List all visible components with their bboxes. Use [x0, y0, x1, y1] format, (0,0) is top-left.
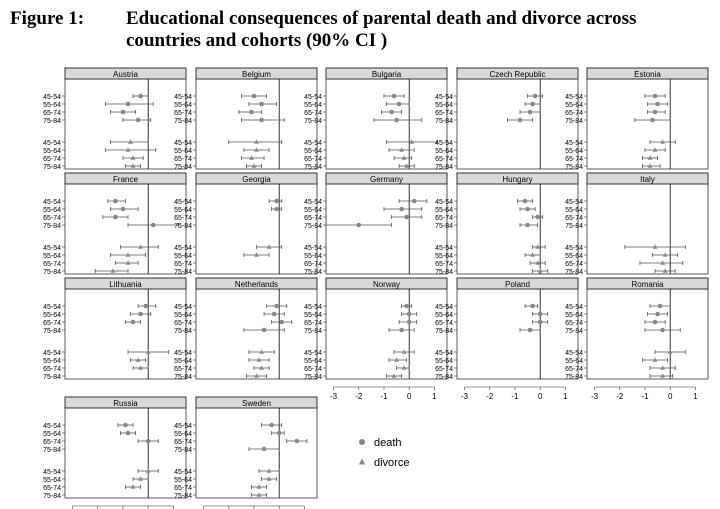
x-tick-label: 1: [432, 392, 437, 401]
panel-frame-lithuania: [65, 289, 186, 379]
legend-death-label: death: [374, 437, 402, 449]
death-marker: [653, 320, 658, 325]
legend-death-marker: [359, 439, 365, 445]
cohort-label-divorce-65-74: 65-74: [43, 156, 61, 163]
panel-title-norway: Norway: [372, 280, 401, 289]
cohort-label-death-45-54: 45-54: [43, 423, 61, 430]
death-marker: [143, 304, 148, 309]
cohort-label-divorce-75-84: 75-84: [174, 374, 192, 381]
cohort-label-divorce-55-64: 55-64: [565, 253, 583, 260]
cohort-label-divorce-65-74: 65-74: [435, 366, 453, 373]
death-marker: [655, 312, 660, 317]
divorce-marker: [131, 484, 136, 488]
panel-frame-france: [65, 184, 186, 274]
cohort-label-divorce-45-54: 45-54: [174, 350, 192, 357]
cohort-label-divorce-55-64: 55-64: [565, 358, 583, 365]
cohort-label-death-65-74: 65-74: [43, 320, 61, 327]
cohort-label-divorce-75-84: 75-84: [435, 374, 453, 381]
cohort-label-death-75-84: 75-84: [304, 328, 322, 335]
panel-frame-netherlands: [196, 289, 317, 379]
death-marker: [650, 118, 655, 123]
death-marker: [404, 304, 409, 309]
cohort-label-divorce-45-54: 45-54: [43, 469, 61, 476]
divorce-marker: [146, 468, 151, 472]
death-marker: [136, 118, 141, 123]
cohort-label-divorce-55-64: 55-64: [304, 148, 322, 155]
cohort-label-death-45-54: 45-54: [565, 304, 583, 311]
cohort-label-divorce-75-84: 75-84: [304, 269, 322, 276]
death-marker: [272, 312, 277, 317]
panel-frame-bulgaria: [326, 79, 447, 169]
divorce-marker: [146, 349, 151, 353]
cohort-label-divorce-65-74: 65-74: [304, 156, 322, 163]
cohort-label-death-45-54: 45-54: [174, 304, 192, 311]
cohort-label-divorce-55-64: 55-64: [304, 358, 322, 365]
divorce-marker: [110, 268, 115, 272]
death-marker: [528, 110, 533, 115]
cohort-label-divorce-65-74: 65-74: [174, 485, 192, 492]
cohort-label-death-65-74: 65-74: [435, 215, 453, 222]
cohort-label-divorce-45-54: 45-54: [174, 140, 192, 147]
cohort-label-death-75-84: 75-84: [565, 118, 583, 125]
divorce-marker: [254, 252, 259, 256]
cohort-label-divorce-75-84: 75-84: [174, 493, 192, 500]
cohort-label-divorce-55-64: 55-64: [43, 358, 61, 365]
panel-title-georgia: Georgia: [242, 175, 271, 184]
divorce-marker: [392, 373, 397, 377]
divorce-marker: [254, 373, 259, 377]
cohort-label-death-45-54: 45-54: [435, 304, 453, 311]
cohort-label-death-55-64: 55-64: [174, 102, 192, 109]
figure-title: Educational consequences of parental death and divorce across countries and cohorts (90% CI ): [126, 8, 637, 51]
cohort-label-death-65-74: 65-74: [43, 439, 61, 446]
cohort-label-divorce-45-54: 45-54: [43, 245, 61, 252]
cohort-label-death-65-74: 65-74: [435, 110, 453, 117]
cohort-label-divorce-45-54: 45-54: [435, 350, 453, 357]
death-marker: [533, 94, 538, 99]
cohort-label-death-65-74: 65-74: [565, 320, 583, 327]
cohort-label-divorce-75-84: 75-84: [174, 269, 192, 276]
cohort-label-death-45-54: 45-54: [565, 94, 583, 101]
cohort-label-divorce-55-64: 55-64: [304, 253, 322, 260]
death-marker: [392, 94, 397, 99]
cohort-label-divorce-75-84: 75-84: [43, 374, 61, 381]
divorce-marker: [653, 357, 658, 361]
cohort-label-divorce-75-84: 75-84: [565, 164, 583, 171]
divorce-marker: [402, 365, 407, 369]
cohort-label-death-45-54: 45-54: [43, 94, 61, 101]
cohort-label-death-65-74: 65-74: [174, 320, 192, 327]
cohort-label-death-75-84: 75-84: [435, 223, 453, 230]
panel-frame-belgium: [196, 79, 317, 169]
cohort-label-death-45-54: 45-54: [435, 199, 453, 206]
cohort-label-death-65-74: 65-74: [435, 320, 453, 327]
x-tick-label: -3: [461, 392, 469, 401]
cohort-label-death-65-74: 65-74: [174, 215, 192, 222]
cohort-label-divorce-65-74: 65-74: [565, 156, 583, 163]
death-marker: [262, 328, 267, 333]
cohort-label-death-55-64: 55-64: [43, 102, 61, 109]
cohort-label-death-65-74: 65-74: [304, 320, 322, 327]
death-marker: [138, 94, 143, 99]
death-marker: [528, 328, 533, 333]
x-tick-label: 0: [406, 392, 412, 401]
panel-title-bulgaria: Bulgaria: [371, 70, 402, 79]
cohort-label-divorce-55-64: 55-64: [435, 358, 453, 365]
cohort-label-death-75-84: 75-84: [174, 118, 192, 125]
cohort-label-divorce-45-54: 45-54: [565, 140, 583, 147]
death-marker: [523, 199, 528, 204]
panel-title-france: France: [113, 175, 138, 184]
divorce-marker: [394, 357, 399, 361]
cohort-label-divorce-65-74: 65-74: [304, 366, 322, 373]
cohort-label-death-75-84: 75-84: [304, 223, 322, 230]
death-marker: [259, 102, 264, 107]
divorce-marker: [259, 365, 264, 369]
death-marker: [389, 110, 394, 115]
panel-frame-austria: [65, 79, 186, 169]
cohort-label-divorce-55-64: 55-64: [174, 477, 192, 484]
cohort-label-death-75-84: 75-84: [565, 328, 583, 335]
divorce-marker: [663, 252, 668, 256]
cohort-label-death-75-84: 75-84: [304, 118, 322, 125]
divorce-marker: [535, 260, 540, 264]
cohort-label-death-75-84: 75-84: [43, 447, 61, 454]
cohort-label-divorce-45-54: 45-54: [43, 140, 61, 147]
death-marker: [121, 207, 126, 212]
divorce-marker: [267, 476, 272, 480]
panel-title-netherlands: Netherlands: [234, 280, 279, 289]
cohort-label-death-75-84: 75-84: [565, 223, 583, 230]
x-tick-label: 1: [563, 392, 568, 401]
cohort-label-death-55-64: 55-64: [304, 312, 322, 319]
death-marker: [399, 328, 404, 333]
x-tick-label: -2: [355, 392, 363, 401]
death-marker: [252, 94, 257, 99]
x-tick-label: -2: [486, 392, 494, 401]
cohort-label-death-55-64: 55-64: [43, 207, 61, 214]
cohort-label-death-65-74: 65-74: [304, 110, 322, 117]
panel-frame-norway: [326, 289, 447, 379]
death-marker: [407, 312, 412, 317]
death-marker: [538, 320, 543, 325]
cohort-label-death-55-64: 55-64: [435, 207, 453, 214]
death-marker: [530, 304, 535, 309]
death-marker: [277, 431, 282, 436]
death-marker: [126, 102, 131, 107]
death-marker: [269, 423, 274, 428]
cohort-label-divorce-65-74: 65-74: [304, 261, 322, 268]
cohort-label-death-55-64: 55-64: [435, 102, 453, 109]
cohort-label-death-45-54: 45-54: [174, 199, 192, 206]
divorce-marker: [663, 268, 668, 272]
death-marker: [138, 312, 143, 317]
cohort-label-death-55-64: 55-64: [565, 207, 583, 214]
cohort-label-death-75-84: 75-84: [174, 447, 192, 454]
cohort-label-divorce-65-74: 65-74: [565, 366, 583, 373]
cohort-label-divorce-55-64: 55-64: [43, 148, 61, 155]
cohort-label-death-55-64: 55-64: [43, 431, 61, 438]
panel-frame-estonia: [587, 79, 708, 169]
cohort-label-death-75-84: 75-84: [174, 328, 192, 335]
x-tick-label: 1: [693, 392, 698, 401]
cohort-label-divorce-45-54: 45-54: [174, 469, 192, 476]
cohort-label-divorce-75-84: 75-84: [43, 164, 61, 171]
cohort-label-death-75-84: 75-84: [435, 328, 453, 335]
death-marker: [113, 199, 118, 204]
cohort-label-divorce-45-54: 45-54: [565, 245, 583, 252]
cohort-label-death-75-84: 75-84: [43, 223, 61, 230]
cohort-label-death-75-84: 75-84: [43, 328, 61, 335]
cohort-label-divorce-55-64: 55-64: [565, 148, 583, 155]
cohort-label-death-45-54: 45-54: [435, 94, 453, 101]
cohort-label-divorce-55-64: 55-64: [43, 253, 61, 260]
panel-frame-czech-republic: [457, 79, 578, 169]
cohort-label-divorce-75-84: 75-84: [43, 493, 61, 500]
death-marker: [407, 320, 412, 325]
panel-title-russia: Russia: [113, 399, 138, 408]
divorce-marker: [267, 468, 272, 472]
cohort-label-death-45-54: 45-54: [174, 423, 192, 430]
cohort-label-death-55-64: 55-64: [174, 207, 192, 214]
divorce-marker: [126, 260, 131, 264]
cohort-label-divorce-65-74: 65-74: [565, 261, 583, 268]
cohort-label-divorce-45-54: 45-54: [43, 350, 61, 357]
cohort-label-death-45-54: 45-54: [304, 94, 322, 101]
divorce-marker: [668, 349, 673, 353]
cohort-label-divorce-45-54: 45-54: [304, 140, 322, 147]
panel-title-germany: Germany: [370, 175, 403, 184]
cohort-label-divorce-75-84: 75-84: [565, 374, 583, 381]
death-marker: [660, 328, 665, 333]
cohort-label-divorce-65-74: 65-74: [174, 261, 192, 268]
death-marker: [295, 439, 300, 444]
cohort-label-divorce-45-54: 45-54: [174, 245, 192, 252]
death-marker: [113, 215, 118, 220]
divorce-marker: [530, 252, 535, 256]
panel-frame-sweden: [196, 408, 317, 498]
panel-title-czech-republic: Czech Republic: [489, 70, 546, 79]
cohort-label-divorce-65-74: 65-74: [174, 366, 192, 373]
cohort-label-death-45-54: 45-54: [565, 199, 583, 206]
cohort-label-death-45-54: 45-54: [174, 94, 192, 101]
x-tick-label: -3: [330, 392, 338, 401]
cohort-label-death-55-64: 55-64: [174, 431, 192, 438]
x-tick-label: -3: [591, 392, 599, 401]
cohort-label-divorce-45-54: 45-54: [435, 140, 453, 147]
death-marker: [404, 215, 409, 220]
panel-frame-germany: [326, 184, 447, 274]
death-marker: [538, 312, 543, 317]
death-marker: [525, 223, 530, 228]
death-marker: [146, 439, 151, 444]
x-tick-label: 0: [537, 392, 543, 401]
death-marker: [274, 207, 279, 212]
cohort-label-death-65-74: 65-74: [43, 215, 61, 222]
panel-frame-poland: [457, 289, 578, 379]
death-marker: [262, 447, 267, 452]
cohort-label-death-55-64: 55-64: [304, 207, 322, 214]
cohort-label-divorce-75-84: 75-84: [304, 374, 322, 381]
death-marker: [655, 102, 660, 107]
cohort-label-death-65-74: 65-74: [174, 110, 192, 117]
divorce-marker: [138, 476, 143, 480]
cohort-label-divorce-55-64: 55-64: [174, 253, 192, 260]
cohort-label-death-55-64: 55-64: [565, 102, 583, 109]
panel-title-poland: Poland: [505, 280, 530, 289]
cohort-label-divorce-75-84: 75-84: [304, 164, 322, 171]
cohort-label-death-55-64: 55-64: [565, 312, 583, 319]
x-tick-label: 0: [667, 392, 673, 401]
cohort-label-divorce-65-74: 65-74: [435, 156, 453, 163]
death-marker: [121, 110, 126, 115]
divorce-marker: [136, 357, 141, 361]
cohort-label-death-65-74: 65-74: [43, 110, 61, 117]
cohort-label-divorce-45-54: 45-54: [304, 350, 322, 357]
cohort-label-divorce-55-64: 55-64: [435, 253, 453, 260]
divorce-marker: [138, 365, 143, 369]
cohort-label-death-45-54: 45-54: [43, 199, 61, 206]
panel-title-hungary: Hungary: [502, 175, 533, 184]
death-marker: [279, 320, 284, 325]
divorce-marker: [402, 349, 407, 353]
divorce-marker: [259, 349, 264, 353]
death-marker: [525, 207, 530, 212]
cohort-label-death-65-74: 65-74: [565, 215, 583, 222]
divorce-marker: [257, 357, 262, 361]
x-tick-label: -1: [641, 392, 649, 401]
cohort-label-divorce-55-64: 55-64: [174, 148, 192, 155]
cohort-label-death-65-74: 65-74: [565, 110, 583, 117]
death-marker: [249, 110, 254, 115]
panel-title-austria: Austria: [113, 70, 138, 79]
cohort-label-divorce-75-84: 75-84: [435, 269, 453, 276]
cohort-label-divorce-55-64: 55-64: [174, 358, 192, 365]
x-tick-label: -1: [511, 392, 519, 401]
death-marker: [535, 215, 540, 220]
death-marker: [653, 110, 658, 115]
cohort-label-death-75-84: 75-84: [174, 223, 192, 230]
cohort-label-death-75-84: 75-84: [435, 118, 453, 125]
panel-frame-romania: [587, 289, 708, 379]
cohort-label-death-55-64: 55-64: [43, 312, 61, 319]
legend-divorce-marker: [359, 459, 365, 465]
cohort-label-death-45-54: 45-54: [304, 304, 322, 311]
cohort-label-death-75-84: 75-84: [43, 118, 61, 125]
death-marker: [274, 199, 279, 204]
panel-frame-russia: [65, 408, 186, 498]
x-tick-label: -2: [616, 392, 624, 401]
divorce-marker: [257, 484, 262, 488]
death-marker: [123, 423, 128, 428]
death-marker: [131, 320, 136, 325]
cohort-label-death-55-64: 55-64: [304, 102, 322, 109]
cohort-label-death-45-54: 45-54: [304, 199, 322, 206]
death-marker: [530, 102, 535, 107]
death-marker: [658, 304, 663, 309]
panel-frame-italy: [587, 184, 708, 274]
divorce-marker: [660, 373, 665, 377]
death-marker: [126, 431, 131, 436]
cohort-label-divorce-65-74: 65-74: [435, 261, 453, 268]
x-tick-label: -1: [380, 392, 388, 401]
panel-frame-georgia: [196, 184, 317, 274]
death-marker: [399, 207, 404, 212]
panel-title-estonia: Estonia: [634, 70, 661, 79]
death-marker: [518, 118, 523, 123]
cohort-label-divorce-65-74: 65-74: [174, 156, 192, 163]
divorce-marker: [126, 252, 131, 256]
divorce-marker: [257, 492, 262, 496]
cohort-label-divorce-45-54: 45-54: [304, 245, 322, 252]
cohort-label-divorce-55-64: 55-64: [43, 477, 61, 484]
cohort-label-divorce-75-84: 75-84: [43, 269, 61, 276]
death-marker: [653, 94, 658, 99]
death-marker: [259, 118, 264, 123]
death-marker: [151, 223, 156, 228]
cohort-label-divorce-55-64: 55-64: [435, 148, 453, 155]
cohort-label-death-55-64: 55-64: [435, 312, 453, 319]
cohort-label-divorce-75-84: 75-84: [174, 164, 192, 171]
death-marker: [394, 118, 399, 123]
panel-title-sweden: Sweden: [242, 399, 271, 408]
panel-title-belgium: Belgium: [242, 70, 271, 79]
panel-frame-hungary: [457, 184, 578, 274]
figure-label: Figure 1:: [10, 8, 85, 29]
cohort-label-divorce-75-84: 75-84: [565, 269, 583, 276]
divorce-marker: [538, 268, 543, 272]
cohort-label-divorce-45-54: 45-54: [435, 245, 453, 252]
death-marker: [356, 223, 361, 228]
death-marker: [397, 102, 402, 107]
divorce-marker: [660, 260, 665, 264]
cohort-label-death-65-74: 65-74: [174, 439, 192, 446]
divorce-marker: [660, 365, 665, 369]
cohort-label-death-55-64: 55-64: [174, 312, 192, 319]
cohort-label-divorce-65-74: 65-74: [43, 366, 61, 373]
panel-title-italy: Italy: [640, 175, 655, 184]
panel-title-lithuania: Lithuania: [109, 280, 142, 289]
cohort-label-death-65-74: 65-74: [304, 215, 322, 222]
cohort-label-divorce-45-54: 45-54: [565, 350, 583, 357]
cohort-label-divorce-65-74: 65-74: [43, 485, 61, 492]
death-marker: [412, 199, 417, 204]
cohort-label-divorce-65-74: 65-74: [43, 261, 61, 268]
panel-title-romania: Romania: [631, 280, 664, 289]
cohort-label-death-45-54: 45-54: [43, 304, 61, 311]
cohort-label-divorce-75-84: 75-84: [435, 164, 453, 171]
legend-divorce-label: divorce: [374, 457, 410, 469]
death-marker: [274, 304, 279, 309]
